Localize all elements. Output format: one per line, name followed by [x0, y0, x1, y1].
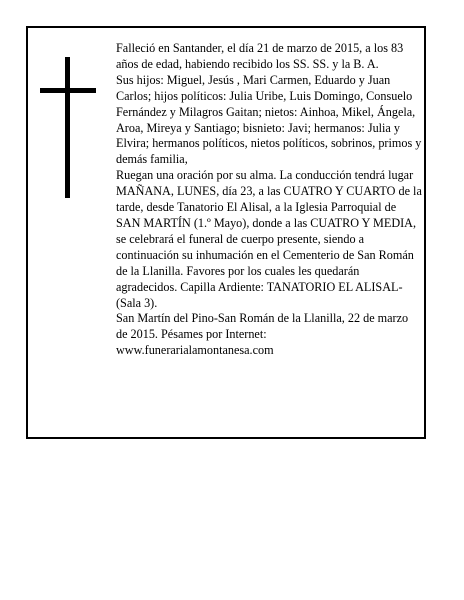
family-list: Sus hijos: Miguel, Jesús , Mari Carmen, Eduardo y Juan Carlos; hijos políticos: Julia Uribe, Luis Domingo, Consuelo Fernández y Milagros Gaitan; nietos: Ainhoa, Mikel, Ángela, Aroa, Mireya y Santiago; bisnieto: Javi; hermanos: Julia y Elvira; hermanos políticos, nietos políticos, sobrinos, primos y demás familia,	[116, 72, 422, 167]
cross-horizontal-bar	[40, 88, 96, 93]
cross-vertical-bar	[65, 57, 70, 198]
obituary-notice	[26, 26, 426, 439]
obituary-text	[116, 41, 422, 359]
place-date-and-condolences: San Martín del Pino-San Román de la Llanilla, 22 de marzo de 2015. Pésames por Internet: www.funerarialamontanesa.com	[116, 311, 409, 358]
death-announcement: Falleció en Santander, el día 21 de marzo de 2015, a los 83 años de edad, habiendo recibido los SS. SS. y la B. A.	[116, 41, 404, 71]
funeral-details: Ruegan una oración por su alma. La conducción tendrá lugar MAÑANA, LUNES, día 23, a las CUATRO Y CUARTO de la tarde, desde Tanatorio El Alisal, a la Iglesia Parroquial de SAN MARTÍN (1.º Mayo), donde a las CUATRO Y MEDIA, se celebrará el funeral de cuerpo presente, siendo a continuación su inhumación en el Cementerio de San Román de la Llanilla. Favores por los cuales les quedarán agradecidos. Capilla Ardiente: TANATORIO EL ALISAL-(Sala 3).	[116, 168, 422, 310]
cross-icon	[40, 57, 96, 198]
